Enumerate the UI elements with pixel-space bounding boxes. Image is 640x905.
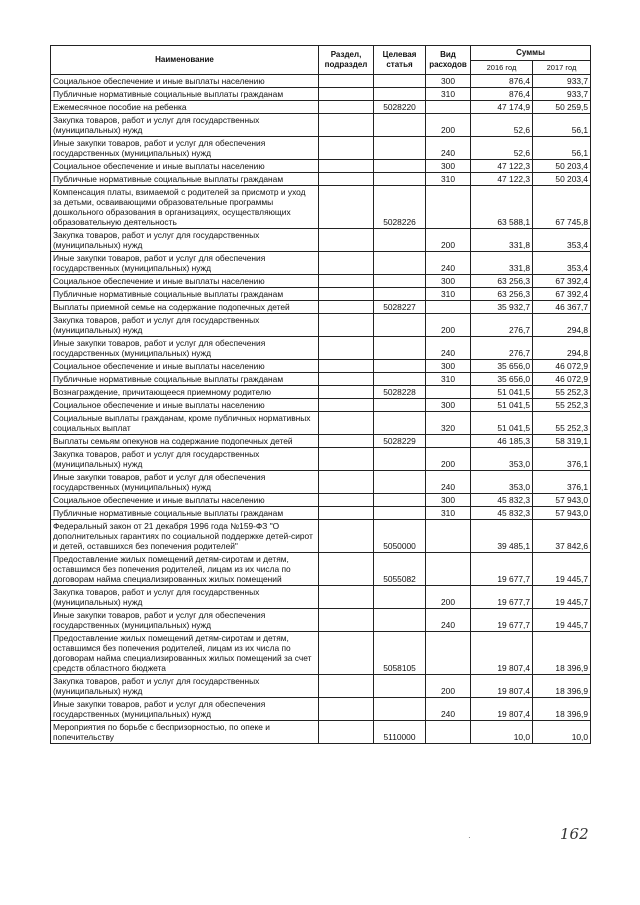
cell-name: Мероприятия по борьбе с беспризорностью, по опеке и попечительству <box>51 721 319 744</box>
cell-target <box>374 288 426 301</box>
table-row <box>51 229 591 252</box>
cell-target <box>374 337 426 360</box>
cell-2017: 353,4 <box>533 229 591 252</box>
cell-2017: 56,1 <box>533 114 591 137</box>
cell-2017: 376,1 <box>533 471 591 494</box>
table-row <box>51 88 591 101</box>
table-row <box>51 412 591 435</box>
table-row <box>51 675 591 698</box>
cell-target: 5028220 <box>374 101 426 114</box>
page-number: 162 <box>560 825 589 843</box>
cell-name: Публичные нормативные социальные выплаты гражданам <box>51 173 319 186</box>
cell-section <box>319 186 374 229</box>
cell-2017: 10,0 <box>533 721 591 744</box>
cell-2016: 353,0 <box>471 471 533 494</box>
cell-2016: 19 677,7 <box>471 553 533 586</box>
table-body <box>51 75 591 744</box>
cell-2016: 353,0 <box>471 448 533 471</box>
cell-section <box>319 399 374 412</box>
budget-table <box>50 45 591 744</box>
table-row <box>51 360 591 373</box>
cell-2017: 58 319,1 <box>533 435 591 448</box>
cell-section <box>319 114 374 137</box>
cell-section <box>319 632 374 675</box>
table-row <box>51 314 591 337</box>
table-row <box>51 275 591 288</box>
cell-name: Публичные нормативные социальные выплаты гражданам <box>51 373 319 386</box>
cell-2016: 63 256,3 <box>471 275 533 288</box>
cell-section <box>319 675 374 698</box>
cell-kind: 240 <box>426 252 471 275</box>
header-year-2016: 2016 год <box>471 61 533 75</box>
table-row <box>51 520 591 553</box>
cell-kind: 310 <box>426 373 471 386</box>
cell-2017: 933,7 <box>533 75 591 88</box>
cell-2016: 35 656,0 <box>471 360 533 373</box>
cell-2016: 331,8 <box>471 229 533 252</box>
cell-2017: 37 842,6 <box>533 520 591 553</box>
cell-target: 5050000 <box>374 520 426 553</box>
cell-section <box>319 88 374 101</box>
header-kind: Вид расходов <box>426 46 471 75</box>
cell-2017: 55 252,3 <box>533 399 591 412</box>
cell-name: Выплаты семьям опекунов на содержание подопечных детей <box>51 435 319 448</box>
cell-kind: 300 <box>426 275 471 288</box>
cell-target <box>374 412 426 435</box>
cell-target <box>374 252 426 275</box>
table-row <box>51 301 591 314</box>
cell-section <box>319 373 374 386</box>
cell-kind: 320 <box>426 412 471 435</box>
cell-kind: 200 <box>426 114 471 137</box>
table-row <box>51 609 591 632</box>
cell-2016: 47 174,9 <box>471 101 533 114</box>
cell-2016: 276,7 <box>471 314 533 337</box>
cell-kind: 300 <box>426 160 471 173</box>
cell-2017: 933,7 <box>533 88 591 101</box>
cell-target: 5055082 <box>374 553 426 586</box>
cell-target <box>374 160 426 173</box>
cell-name: Иные закупки товаров, работ и услуг для обеспечения государственных (муниципальных) нужд <box>51 698 319 721</box>
cell-name: Закупка товаров, работ и услуг для государственных (муниципальных) нужд <box>51 448 319 471</box>
cell-kind: 300 <box>426 399 471 412</box>
cell-2017: 50 203,4 <box>533 173 591 186</box>
cell-2017: 57 943,0 <box>533 507 591 520</box>
cell-section <box>319 553 374 586</box>
cell-name: Закупка товаров, работ и услуг для государственных (муниципальных) нужд <box>51 586 319 609</box>
cell-2016: 47 122,3 <box>471 173 533 186</box>
cell-2016: 46 185,3 <box>471 435 533 448</box>
table-row <box>51 373 591 386</box>
cell-2016: 52,6 <box>471 137 533 160</box>
table-row <box>51 435 591 448</box>
cell-section <box>319 101 374 114</box>
cell-2017: 19 445,7 <box>533 586 591 609</box>
cell-name: Иные закупки товаров, работ и услуг для обеспечения государственных (муниципальных) нужд <box>51 609 319 632</box>
table-row <box>51 586 591 609</box>
cell-2016: 331,8 <box>471 252 533 275</box>
cell-section <box>319 435 374 448</box>
cell-kind: 300 <box>426 75 471 88</box>
cell-target <box>374 494 426 507</box>
table-row <box>51 252 591 275</box>
cell-section <box>319 412 374 435</box>
cell-2017: 67 392,4 <box>533 288 591 301</box>
cell-section <box>319 229 374 252</box>
cell-2016: 47 122,3 <box>471 160 533 173</box>
cell-target <box>374 275 426 288</box>
cell-name: Социальное обеспечение и иные выплаты населению <box>51 494 319 507</box>
table-row <box>51 186 591 229</box>
cell-kind <box>426 186 471 229</box>
cell-kind <box>426 721 471 744</box>
table-row <box>51 448 591 471</box>
cell-2016: 52,6 <box>471 114 533 137</box>
cell-2017: 56,1 <box>533 137 591 160</box>
cell-2016: 51 041,5 <box>471 399 533 412</box>
cell-target <box>374 173 426 186</box>
table-row <box>51 101 591 114</box>
cell-name: Предоставление жилых помещений детям-сиротам и детям, оставшимся без попечения родителей, лицам из их числа по договорам найма специализированных жилых помещений за счет средств областного бюджета <box>51 632 319 675</box>
table-row <box>51 75 591 88</box>
cell-2017: 376,1 <box>533 448 591 471</box>
cell-2016: 19 807,4 <box>471 675 533 698</box>
cell-section <box>319 288 374 301</box>
header-section: Раздел, подраздел <box>319 46 374 75</box>
header-target: Целевая статья <box>374 46 426 75</box>
cell-section <box>319 137 374 160</box>
cell-kind: 200 <box>426 586 471 609</box>
cell-name: Иные закупки товаров, работ и услуг для обеспечения государственных (муниципальных) нужд <box>51 337 319 360</box>
cell-target <box>374 448 426 471</box>
cell-target: 5028228 <box>374 386 426 399</box>
cell-kind: 240 <box>426 137 471 160</box>
cell-section <box>319 160 374 173</box>
cell-2017: 57 943,0 <box>533 494 591 507</box>
cell-2016: 51 041,5 <box>471 386 533 399</box>
cell-2016: 45 832,3 <box>471 507 533 520</box>
cell-kind <box>426 435 471 448</box>
cell-2017: 67 745,8 <box>533 186 591 229</box>
cell-target <box>374 507 426 520</box>
cell-2016: 35 656,0 <box>471 373 533 386</box>
cell-name: Выплаты приемной семье на содержание подопечных детей <box>51 301 319 314</box>
cell-2016: 876,4 <box>471 88 533 101</box>
cell-kind: 240 <box>426 698 471 721</box>
cell-target <box>374 675 426 698</box>
cell-section <box>319 386 374 399</box>
cell-2016: 19 807,4 <box>471 632 533 675</box>
table-row <box>51 507 591 520</box>
cell-section <box>319 721 374 744</box>
cell-name: Закупка товаров, работ и услуг для государственных (муниципальных) нужд <box>51 229 319 252</box>
cell-2017: 67 392,4 <box>533 275 591 288</box>
cell-target <box>374 314 426 337</box>
cell-2017: 46 367,7 <box>533 301 591 314</box>
cell-2016: 51 041,5 <box>471 412 533 435</box>
cell-kind: 310 <box>426 288 471 301</box>
cell-name: Иные закупки товаров, работ и услуг для обеспечения государственных (муниципальных) нужд <box>51 137 319 160</box>
table-row <box>51 494 591 507</box>
cell-name: Публичные нормативные социальные выплаты гражданам <box>51 88 319 101</box>
cell-section <box>319 360 374 373</box>
cell-name: Компенсация платы, взимаемой с родителей за присмотр и уход за детьми, осваивающими образовательные программы дошкольного образования в организациях, осуществляющих образовательную деятельность <box>51 186 319 229</box>
cell-section <box>319 507 374 520</box>
header-name: Наименование <box>51 46 319 75</box>
cell-kind: 310 <box>426 507 471 520</box>
cell-section <box>319 609 374 632</box>
cell-target <box>374 373 426 386</box>
cell-name: Закупка товаров, работ и услуг для государственных (муниципальных) нужд <box>51 675 319 698</box>
table-row <box>51 160 591 173</box>
cell-section <box>319 173 374 186</box>
cell-kind: 310 <box>426 173 471 186</box>
cell-2017: 18 396,9 <box>533 698 591 721</box>
cell-target <box>374 75 426 88</box>
cell-section <box>319 252 374 275</box>
cell-section <box>319 275 374 288</box>
cell-name: Иные закупки товаров, работ и услуг для обеспечения государственных (муниципальных) нужд <box>51 471 319 494</box>
header-row-top <box>51 46 591 61</box>
cell-kind: 200 <box>426 675 471 698</box>
budget-table-sheet <box>50 45 590 744</box>
cell-2016: 10,0 <box>471 721 533 744</box>
cell-section <box>319 301 374 314</box>
cell-target: 5058105 <box>374 632 426 675</box>
table-row <box>51 114 591 137</box>
cell-kind: 240 <box>426 609 471 632</box>
cell-2017: 55 252,3 <box>533 386 591 399</box>
cell-section <box>319 520 374 553</box>
cell-target <box>374 229 426 252</box>
header-year-2017: 2017 год <box>533 61 591 75</box>
table-row <box>51 553 591 586</box>
cell-2016: 63 256,3 <box>471 288 533 301</box>
header-sums: Суммы <box>471 46 591 61</box>
cell-target <box>374 609 426 632</box>
cell-target <box>374 88 426 101</box>
cell-kind <box>426 632 471 675</box>
cell-2017: 19 445,7 <box>533 609 591 632</box>
cell-name: Социальное обеспечение и иные выплаты населению <box>51 275 319 288</box>
cell-section <box>319 494 374 507</box>
cell-2016: 19 677,7 <box>471 609 533 632</box>
table-row <box>51 471 591 494</box>
cell-kind: 300 <box>426 360 471 373</box>
cell-2016: 19 677,7 <box>471 586 533 609</box>
table-row <box>51 137 591 160</box>
cell-target <box>374 114 426 137</box>
cell-name: Предоставление жилых помещений детям-сиротам и детям, оставшимся без попечения родителей, лицам из их числа по договорам найма специализированных жилых помещений <box>51 553 319 586</box>
cell-kind: 300 <box>426 494 471 507</box>
cell-kind: 310 <box>426 88 471 101</box>
cell-2017: 50 203,4 <box>533 160 591 173</box>
cell-target: 5028229 <box>374 435 426 448</box>
cell-section <box>319 75 374 88</box>
cell-2017: 294,8 <box>533 337 591 360</box>
cell-2017: 294,8 <box>533 314 591 337</box>
cell-target <box>374 360 426 373</box>
cell-kind: 240 <box>426 337 471 360</box>
cell-name: Социальное обеспечение и иные выплаты населению <box>51 399 319 412</box>
cell-kind <box>426 101 471 114</box>
cell-section <box>319 698 374 721</box>
cell-target <box>374 471 426 494</box>
cell-2016: 35 932,7 <box>471 301 533 314</box>
cell-target: 5028226 <box>374 186 426 229</box>
table-row <box>51 721 591 744</box>
cell-name: Иные закупки товаров, работ и услуг для обеспечения государственных (муниципальных) нужд <box>51 252 319 275</box>
cell-kind <box>426 520 471 553</box>
cell-name: Закупка товаров, работ и услуг для государственных (муниципальных) нужд <box>51 314 319 337</box>
scan-mark: · <box>468 833 471 842</box>
cell-section <box>319 471 374 494</box>
cell-2017: 18 396,9 <box>533 632 591 675</box>
cell-name: Публичные нормативные социальные выплаты гражданам <box>51 507 319 520</box>
cell-name: Публичные нормативные социальные выплаты гражданам <box>51 288 319 301</box>
cell-2016: 876,4 <box>471 75 533 88</box>
cell-section <box>319 586 374 609</box>
cell-2016: 39 485,1 <box>471 520 533 553</box>
cell-name: Федеральный закон от 21 декабря 1996 года №159-ФЗ "О дополнительных гарантиях по социальной поддержке детей-сирот и детей, оставшихся без попечения родителей" <box>51 520 319 553</box>
cell-2017: 19 445,7 <box>533 553 591 586</box>
cell-kind <box>426 301 471 314</box>
cell-target <box>374 586 426 609</box>
cell-2017: 55 252,3 <box>533 412 591 435</box>
cell-2017: 18 396,9 <box>533 675 591 698</box>
cell-kind: 240 <box>426 471 471 494</box>
cell-2017: 50 259,5 <box>533 101 591 114</box>
table-row <box>51 386 591 399</box>
cell-name: Закупка товаров, работ и услуг для государственных (муниципальных) нужд <box>51 114 319 137</box>
cell-name: Социальное обеспечение и иные выплаты населению <box>51 75 319 88</box>
cell-name: Социальные выплаты гражданам, кроме публичных нормативных социальных выплат <box>51 412 319 435</box>
cell-2016: 276,7 <box>471 337 533 360</box>
cell-section <box>319 448 374 471</box>
table-row <box>51 173 591 186</box>
cell-section <box>319 337 374 360</box>
cell-target <box>374 698 426 721</box>
cell-kind <box>426 386 471 399</box>
table-row <box>51 288 591 301</box>
table-row <box>51 399 591 412</box>
cell-2016: 63 588,1 <box>471 186 533 229</box>
cell-kind: 200 <box>426 229 471 252</box>
cell-2017: 353,4 <box>533 252 591 275</box>
cell-kind: 200 <box>426 448 471 471</box>
cell-target: 5110000 <box>374 721 426 744</box>
cell-target <box>374 137 426 160</box>
cell-target: 5028227 <box>374 301 426 314</box>
table-row <box>51 698 591 721</box>
cell-2017: 46 072,9 <box>533 360 591 373</box>
cell-section <box>319 314 374 337</box>
cell-name: Социальное обеспечение и иные выплаты населению <box>51 360 319 373</box>
cell-2017: 46 072,9 <box>533 373 591 386</box>
table-row <box>51 632 591 675</box>
table-row <box>51 337 591 360</box>
cell-name: Ежемесячное пособие на ребенка <box>51 101 319 114</box>
cell-target <box>374 399 426 412</box>
cell-2016: 45 832,3 <box>471 494 533 507</box>
cell-2016: 19 807,4 <box>471 698 533 721</box>
cell-kind <box>426 553 471 586</box>
cell-name: Социальное обеспечение и иные выплаты населению <box>51 160 319 173</box>
cell-name: Вознаграждение, причитающееся приемному родителю <box>51 386 319 399</box>
cell-kind: 200 <box>426 314 471 337</box>
